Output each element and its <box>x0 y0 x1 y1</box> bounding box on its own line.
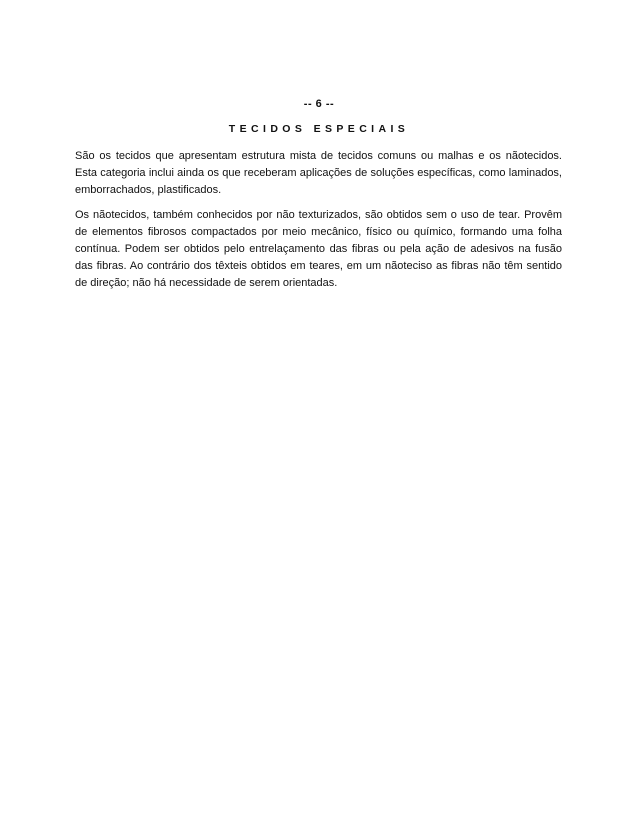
section-title: TECIDOS ESPECIAIS <box>228 123 410 135</box>
paragraph-1: São os tecidos que apresentam estrutura mista de tecidos comuns ou malhas e os nãotecidos. Esta categoria inclui ainda os que receberam aplicações de soluções específicas, como laminados, emborrachados, plastificados. <box>75 150 562 196</box>
body-text <box>75 148 562 300</box>
paragraph-2: Os nãotecidos, também conhecidos por não texturizados, são obtidos sem o uso de tear. Provêm de elementos fibrosos compactados por meio mecânico, físico ou químico, formando uma folha contínua. Podem ser obtidos pelo entrelaçamento das fibras ou pela ação de adesivos na fusão das fibras. Ao contrário dos têxteis obtidos em teares, em um nãoteciso as fibras não têm sentido de direção; não há necessidade de serem orientadas. <box>75 209 562 289</box>
page-number: -- 6 -- <box>303 98 335 110</box>
